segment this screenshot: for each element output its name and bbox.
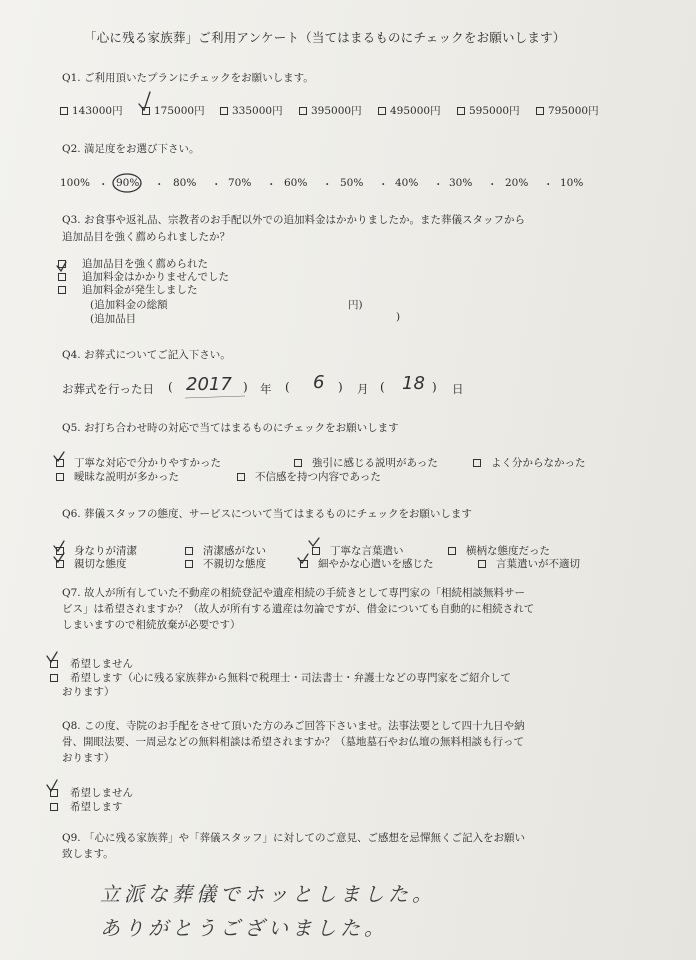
q2-option[interactable]: 70% (228, 177, 252, 189)
q5-option-label: 不信感を持つ内容であった (255, 471, 381, 483)
q3-option-label: 追加料金はかかりませんでした (82, 271, 229, 283)
q6-check-mark-1 (54, 541, 64, 551)
q5-option-label: 強引に感じる説明があった (312, 457, 438, 469)
q4-day-value: 18 (402, 373, 425, 394)
q6-option-label: 横柄な態度だった (466, 545, 550, 557)
q7-yes-label: 希望します（心に残る家族葬から無料で税理士・司法書士・弁護士などの専門家をご紹介して (70, 672, 511, 684)
q6-check-mark-2 (54, 553, 64, 562)
q2-separator: ・ (433, 179, 444, 191)
q4-year-open: ( (168, 380, 173, 394)
q6-option-label: 言葉遣いが不適切 (496, 558, 580, 570)
q7-question-line3: しまいますので相続放棄が必要です） (62, 619, 241, 631)
q8-question-line2: 骨、開眼法要、一周忌などの無料相談は希望されますか？（墓地墓石やお仏壇の無料相談も行って (62, 736, 524, 748)
q2-separator: ・ (487, 179, 498, 191)
q4-day-close: ) (432, 380, 437, 394)
q3-total-unit: 円) (348, 299, 363, 311)
q6-question: Q6. 葬儀スタッフの態度、サービスについて当てはまるものにチェックをお願いします (62, 508, 472, 520)
q2-option[interactable]: 40% (395, 177, 419, 189)
q4-year-value: 2017 (186, 374, 232, 395)
q2-option[interactable]: 50% (340, 177, 364, 189)
q1-option-label: 335000円 (232, 105, 283, 117)
q4-question: Q4. お葬式についてご記入下さい。 (62, 349, 231, 361)
q6-option-label: 丁寧な言葉遣い (330, 545, 404, 557)
q5-option-label: 曖昧な説明が多かった (74, 471, 179, 483)
q4-day-open: ( (380, 380, 385, 394)
q3-question-line2: 追加品目を強く薦められましたか？ (62, 231, 230, 243)
q5-check-mark (54, 452, 64, 461)
q4-year-underline (185, 396, 245, 398)
q7-question-line2: ビス」は希望されますか？（故人が所有する遺産は勿論ですが、借金についても自動的に相続されて (62, 603, 535, 615)
q1-option-label: 395000円 (311, 105, 362, 117)
q2-separator: ・ (98, 179, 109, 191)
q1-option-label: 595000円 (469, 105, 520, 117)
q7-yes-label-cont: おります） (62, 686, 115, 698)
q2-option[interactable]: 100% (60, 177, 91, 189)
q9-answer-line1: 立派な葬儀でホッとしました。 (100, 882, 436, 906)
q7-question-line1: Q7. 故人が所有していた不動産の相続登記や遺産相続の手続きとして専門家の「相続相談無料サー (62, 587, 525, 599)
q2-separator: ・ (266, 179, 277, 191)
q9-question-line1: Q9. 「心に残る家族葬」や「葬儀スタッフ」に対してのご意見、ご感想を忌憚無くご記入をお願い (62, 832, 525, 844)
q2-option[interactable]: 60% (284, 177, 308, 189)
q3-question-line1: Q3. お食事や返礼品、宗教者のお手配以外での追加料金はかかりましたか。また葬儀スタッフから (62, 214, 525, 226)
q2-option[interactable]: 20% (505, 177, 529, 189)
q6-check-mark-4 (298, 554, 308, 563)
q3-items-label: (追加品目 (90, 313, 137, 325)
q1-check-mark (139, 92, 150, 110)
q2-question: Q2. 満足度をお選び下さい。 (62, 143, 200, 155)
q3-items-close: ) (396, 311, 401, 323)
q4-year-close: ) (243, 380, 248, 394)
q2-separator: ・ (322, 179, 333, 191)
q6-option-label: 身なりが清潔 (74, 545, 137, 557)
q2-option[interactable]: 30% (449, 177, 473, 189)
q8-no-label: 希望しません (70, 787, 133, 799)
q6-option-label: 清潔感がない (203, 545, 266, 557)
q3-total-label: (追加料金の総額 (90, 299, 168, 311)
q1-option-label: 495000円 (390, 105, 441, 117)
q1-question: Q1. ご利用頂いたプランにチェックをお願いします。 (62, 72, 314, 84)
q2-separator: ・ (154, 179, 165, 191)
q6-option-label: 不親切な態度 (203, 558, 266, 570)
survey-title: 「心に残る家族葬」ご利用アンケート（当てはまるものにチェックをお願いします） (84, 30, 566, 45)
q8-yes-label: 希望します (70, 801, 123, 813)
q8-question-line3: おります） (62, 752, 115, 764)
q2-separator: ・ (378, 179, 389, 191)
q9-answer-line2: ありがとうございました。 (100, 916, 388, 940)
q7-no-label: 希望しません (70, 658, 133, 670)
q6-option-label: 細やかな心遣いを感じた (318, 558, 434, 570)
q9-question-line2: 致します。 (62, 848, 114, 860)
q2-option[interactable]: 90% (116, 177, 140, 189)
q6-check-mark-3 (309, 538, 319, 546)
q2-selection-circle (113, 174, 141, 192)
q1-option-label: 175000円 (154, 105, 205, 117)
q4-day-unit: 日 (452, 382, 464, 396)
q7-check-mark (47, 652, 57, 662)
q4-month-open: ( (285, 380, 290, 394)
q2-option[interactable]: 10% (560, 177, 584, 189)
q4-month-unit: 月 (357, 382, 369, 396)
q4-month-close: ) (338, 380, 343, 394)
q5-option-label: よく分からなかった (491, 457, 586, 469)
q5-option-label: 丁寧な対応で分かりやすかった (74, 457, 221, 469)
q2-separator: ・ (543, 179, 554, 191)
q2-separator: ・ (211, 179, 222, 191)
q3-check-mark (57, 262, 66, 271)
q4-year-unit: 年 (260, 382, 272, 396)
q3-option-label: 追加品目を強く薦められた (82, 258, 208, 270)
q3-option-label: 追加料金が発生しました (82, 284, 198, 296)
q8-question-line1: Q8. この度、寺院のお手配をさせて頂いた方のみご回答下さいませ。法事法要として四十九日や納 (62, 720, 525, 732)
q4-date-label: お葬式を行った日 (62, 382, 154, 396)
q8-check-mark (47, 780, 57, 791)
q1-option-label: 143000円 (72, 105, 123, 117)
q5-question: Q5. お打ち合わせ時の対応で当てはまるものにチェックをお願いします (62, 422, 399, 434)
q6-option-label: 親切な態度 (74, 558, 127, 570)
q1-option-label: 795000円 (548, 105, 599, 117)
q4-month-value: 6 (313, 372, 325, 393)
q2-option[interactable]: 80% (173, 177, 197, 189)
